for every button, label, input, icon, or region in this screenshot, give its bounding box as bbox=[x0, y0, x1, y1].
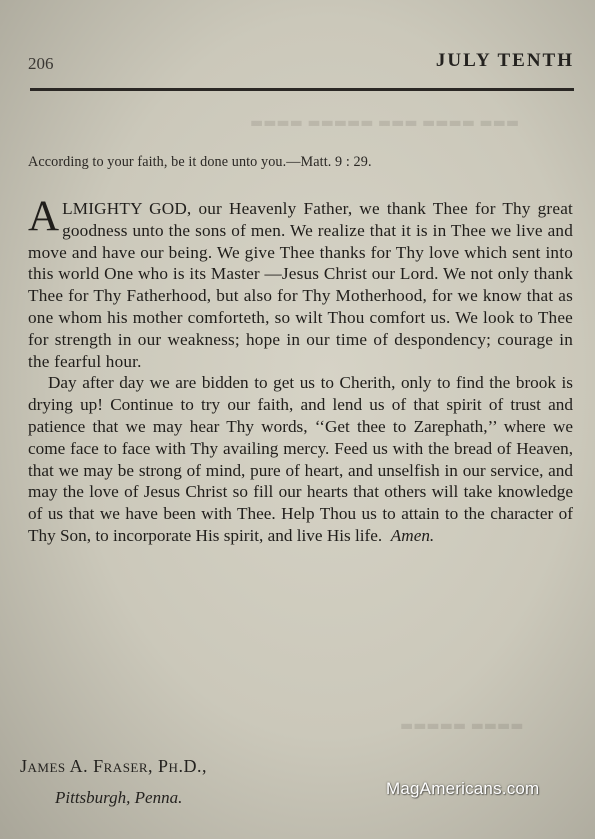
prayer-paragraph-2-text: Day after day we are bidden to get us to Cherith, only to find the brook is drying up! Continue to try our faith, and lend us of that spirit of trust and patience that we may hear Thy words, ‘‘Get thee to Zarephath,’’ where we come face to face with Thy availing mercy. Feed us with the bread of Heaven, that we may be strong of mind, pure of heart, and unselfish in our service, and may the love of Jesus Christ so fill our hearts that others will take knowledge of us that we have been with Thee. Help Thou us to attain to the character of Thy Son, to incorporate His spirit, and live His life. bbox=[28, 373, 573, 545]
page-number: 206 bbox=[28, 54, 54, 73]
author-location: Pittsburgh, Penna. bbox=[55, 788, 183, 807]
running-head: JULY TENTH bbox=[435, 50, 574, 71]
prayer-paragraph-2 bbox=[28, 372, 573, 546]
bleed-through-decoration: ▬▬▬▬ ▬▬▬▬▬ bbox=[400, 718, 524, 734]
drop-cap: A bbox=[28, 193, 60, 240]
prayer-text bbox=[28, 193, 573, 547]
site-watermark: MagAmericans.com bbox=[386, 779, 540, 798]
prayer-paragraph-1 bbox=[28, 193, 573, 372]
author-name bbox=[20, 756, 207, 777]
bleed-through-decoration: ▬▬▬ ▬▬▬▬ ▬▬▬ ▬▬▬▬▬ ▬▬▬▬ bbox=[250, 115, 520, 131]
prayer-closing: Amen. bbox=[390, 525, 435, 545]
prayer-paragraph-1-text: LMIGHTY GOD, our Heavenly Father, we thank Thee for Thy great goodness unto the sons of men. We realize that it is in Thee we live and move and have our being. We give Thee thanks for Thy love which sent into this world One who is its Master —Jesus Christ our Lord. We not only thank Thee for Thy Fatherhood, but also for Thy Motherhood, for we know that as one whom his mother comforteth, so wilt Thou comfort us. We look to Thee for strength in our weakness; hope in our time of despondency; courage in the fearful hour. bbox=[28, 199, 573, 371]
scripture-epigraph: According to your faith, be it done unto you.—Matt. 9 : 29. bbox=[28, 154, 372, 170]
page-header bbox=[28, 50, 574, 76]
header-rule bbox=[30, 88, 574, 91]
author-name-text: James A. Fraser, Ph.D., bbox=[20, 756, 207, 776]
